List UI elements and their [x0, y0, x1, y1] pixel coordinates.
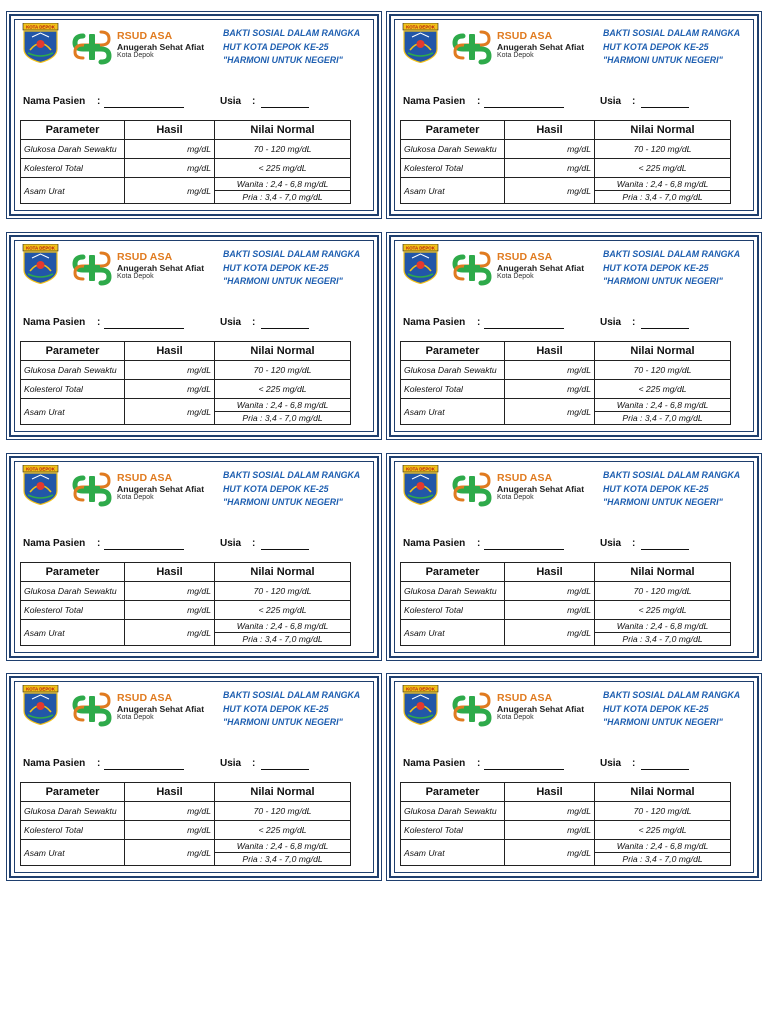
patient-name-field[interactable]	[484, 107, 564, 108]
param-asam-urat: Asam Urat	[401, 399, 505, 425]
normal-asam-urat-male: Pria : 3,4 - 7,0 mg/dL	[622, 413, 703, 423]
results-table	[400, 120, 731, 204]
brand-name: RSUD ASA	[117, 251, 173, 263]
age-field[interactable]	[641, 769, 689, 770]
depok-city-emblem-icon	[22, 244, 59, 284]
result-kolesterol[interactable]: mg/dL	[505, 380, 595, 399]
age-field[interactable]	[641, 107, 689, 108]
age-label: Usia	[220, 96, 242, 107]
header-parameter: Parameter	[21, 563, 125, 582]
table-row	[21, 620, 351, 646]
table-row	[21, 159, 351, 178]
normal-asam-urat	[215, 840, 351, 866]
table-row	[21, 802, 351, 821]
table-row	[21, 380, 351, 399]
brand-name: RSUD ASA	[497, 251, 553, 263]
normal-asam-urat	[595, 399, 731, 425]
depok-city-emblem-icon	[22, 685, 59, 725]
patient-name-field[interactable]	[104, 107, 184, 108]
event-title	[223, 469, 360, 510]
age-colon: :	[252, 96, 256, 107]
result-asam-urat[interactable]: mg/dL	[125, 840, 215, 866]
table-row	[401, 821, 731, 840]
emblem-text: KOTA DEPOK	[406, 686, 435, 692]
header-hasil: Hasil	[505, 342, 595, 361]
param-asam-urat: Asam Urat	[401, 620, 505, 646]
param-asam-urat: Asam Urat	[21, 840, 125, 866]
normal-asam-urat	[595, 620, 731, 646]
test-result-card-8	[389, 676, 759, 878]
table-header-row	[401, 342, 731, 361]
normal-asam-urat	[215, 399, 351, 425]
brand-name: RSUD ASA	[117, 472, 173, 484]
normal-glukosa: 70 - 120 mg/dL	[595, 582, 731, 601]
brand-tagline: Anugerah Sehat Afiat	[117, 484, 205, 494]
normal-asam-urat-male: Pria : 3,4 - 7,0 mg/dL	[622, 192, 703, 202]
age-colon: :	[632, 538, 636, 549]
patient-name-colon: :	[477, 538, 481, 549]
age-colon: :	[252, 758, 256, 769]
event-line-3: "HARMONI UNTUK NEGERI"	[603, 55, 723, 65]
param-glukosa: Glukosa Darah Sewaktu	[21, 361, 125, 380]
result-glukosa[interactable]: mg/dL	[125, 361, 215, 380]
normal-glukosa: 70 - 120 mg/dL	[215, 802, 351, 821]
rsud-asa-logo-icon	[71, 28, 113, 66]
event-line-1: BAKTI SOSIAL DALAM RANGKA	[603, 28, 741, 38]
patient-name-colon: :	[97, 758, 101, 769]
normal-kolesterol: < 225 mg/dL	[595, 821, 731, 840]
result-asam-urat[interactable]: mg/dL	[125, 399, 215, 425]
results-table	[20, 120, 351, 204]
emblem-text: KOTA DEPOK	[26, 24, 55, 30]
event-title	[603, 469, 740, 510]
param-glukosa: Glukosa Darah Sewaktu	[21, 140, 125, 159]
normal-glukosa: 70 - 120 mg/dL	[595, 140, 731, 159]
event-line-3: "HARMONI UNTUK NEGERI"	[603, 497, 723, 507]
header-parameter: Parameter	[401, 121, 505, 140]
event-title	[603, 27, 740, 68]
event-line-1: BAKTI SOSIAL DALAM RANGKA	[223, 28, 361, 38]
table-row	[21, 601, 351, 620]
event-line-3: "HARMONI UNTUK NEGERI"	[223, 276, 343, 286]
brand-city: Kota Depok	[497, 273, 534, 280]
patient-name-field[interactable]	[104, 769, 184, 770]
brand-name: RSUD ASA	[497, 30, 553, 42]
brand-city: Kota Depok	[497, 494, 534, 501]
param-kolesterol: Kolesterol Total	[401, 821, 505, 840]
event-line-1: BAKTI SOSIAL DALAM RANGKA	[603, 470, 741, 480]
patient-name-colon: :	[97, 317, 101, 328]
normal-asam-urat-female: Wanita : 2,4 - 6,8 mg/dL	[595, 620, 730, 633]
brand-tagline: Anugerah Sehat Afiat	[497, 484, 585, 494]
param-glukosa: Glukosa Darah Sewaktu	[401, 361, 505, 380]
event-line-2: HUT KOTA DEPOK KE-25	[223, 483, 329, 494]
test-result-card-5	[9, 456, 379, 658]
header-parameter: Parameter	[401, 783, 505, 802]
depok-city-emblem-icon	[402, 685, 439, 725]
age-colon: :	[252, 538, 256, 549]
event-line-1: BAKTI SOSIAL DALAM RANGKA	[223, 470, 361, 480]
age-field[interactable]	[261, 769, 309, 770]
normal-kolesterol: < 225 mg/dL	[215, 159, 351, 178]
result-asam-urat[interactable]: mg/dL	[505, 178, 595, 204]
table-row	[21, 140, 351, 159]
table-row	[401, 361, 731, 380]
param-glukosa: Glukosa Darah Sewaktu	[401, 140, 505, 159]
param-asam-urat: Asam Urat	[21, 399, 125, 425]
table-row	[21, 178, 351, 204]
normal-asam-urat-female: Wanita : 2,4 - 6,8 mg/dL	[595, 178, 730, 191]
header-hasil: Hasil	[125, 121, 215, 140]
age-label: Usia	[220, 758, 242, 769]
param-kolesterol: Kolesterol Total	[21, 380, 125, 399]
test-result-card-6	[389, 456, 759, 658]
patient-name-field[interactable]	[484, 769, 564, 770]
param-glukosa: Glukosa Darah Sewaktu	[21, 582, 125, 601]
table-row	[401, 399, 731, 425]
param-kolesterol: Kolesterol Total	[401, 601, 505, 620]
event-title	[603, 248, 740, 289]
table-row	[21, 821, 351, 840]
normal-asam-urat-male: Pria : 3,4 - 7,0 mg/dL	[242, 413, 323, 423]
normal-kolesterol: < 225 mg/dL	[595, 159, 731, 178]
table-row	[401, 380, 731, 399]
event-line-2: HUT KOTA DEPOK KE-25	[603, 703, 709, 714]
param-kolesterol: Kolesterol Total	[21, 821, 125, 840]
normal-glukosa: 70 - 120 mg/dL	[595, 802, 731, 821]
normal-kolesterol: < 225 mg/dL	[215, 821, 351, 840]
brand-tagline: Anugerah Sehat Afiat	[117, 704, 205, 714]
result-glukosa[interactable]: mg/dL	[505, 802, 595, 821]
normal-kolesterol: < 225 mg/dL	[215, 601, 351, 620]
normal-glukosa: 70 - 120 mg/dL	[215, 140, 351, 159]
brand-city: Kota Depok	[497, 714, 534, 721]
brand-tagline: Anugerah Sehat Afiat	[497, 42, 585, 52]
rsud-asa-logo-icon	[451, 28, 493, 66]
param-kolesterol: Kolesterol Total	[21, 159, 125, 178]
table-row	[401, 582, 731, 601]
header-hasil: Hasil	[125, 783, 215, 802]
event-line-3: "HARMONI UNTUK NEGERI"	[223, 717, 343, 727]
patient-name-colon: :	[477, 96, 481, 107]
param-glukosa: Glukosa Darah Sewaktu	[401, 802, 505, 821]
header-nilai-normal: Nilai Normal	[215, 342, 351, 361]
age-label: Usia	[600, 758, 622, 769]
header-parameter: Parameter	[21, 342, 125, 361]
table-row	[21, 361, 351, 380]
test-result-card-7	[9, 676, 379, 878]
table-row	[21, 840, 351, 866]
results-table	[400, 341, 731, 425]
age-label: Usia	[600, 317, 622, 328]
normal-kolesterol: < 225 mg/dL	[595, 601, 731, 620]
result-glukosa[interactable]: mg/dL	[505, 140, 595, 159]
param-kolesterol: Kolesterol Total	[401, 380, 505, 399]
table-row	[21, 399, 351, 425]
patient-name-label: Nama Pasien	[403, 317, 466, 328]
normal-asam-urat	[215, 620, 351, 646]
header-nilai-normal: Nilai Normal	[595, 563, 731, 582]
header-nilai-normal: Nilai Normal	[595, 121, 731, 140]
table-row	[401, 159, 731, 178]
results-table	[20, 782, 351, 866]
depok-city-emblem-icon	[402, 244, 439, 284]
emblem-text: KOTA DEPOK	[26, 466, 55, 472]
param-asam-urat: Asam Urat	[401, 178, 505, 204]
header-hasil: Hasil	[125, 342, 215, 361]
patient-name-field[interactable]	[104, 549, 184, 550]
header-parameter: Parameter	[21, 783, 125, 802]
brand-city: Kota Depok	[117, 52, 154, 59]
result-kolesterol[interactable]: mg/dL	[505, 159, 595, 178]
patient-name-field[interactable]	[484, 328, 564, 329]
table-row	[401, 840, 731, 866]
brand-tagline: Anugerah Sehat Afiat	[497, 263, 585, 273]
normal-asam-urat	[595, 178, 731, 204]
event-line-2: HUT KOTA DEPOK KE-25	[223, 41, 329, 52]
patient-name-field[interactable]	[484, 549, 564, 550]
age-field[interactable]	[641, 549, 689, 550]
result-kolesterol[interactable]: mg/dL	[125, 159, 215, 178]
age-colon: :	[252, 317, 256, 328]
event-line-1: BAKTI SOSIAL DALAM RANGKA	[223, 690, 361, 700]
header-hasil: Hasil	[125, 563, 215, 582]
normal-asam-urat-male: Pria : 3,4 - 7,0 mg/dL	[242, 634, 323, 644]
depok-city-emblem-icon	[402, 23, 439, 63]
normal-glukosa: 70 - 120 mg/dL	[215, 361, 351, 380]
patient-name-label: Nama Pasien	[403, 758, 466, 769]
normal-asam-urat-female: Wanita : 2,4 - 6,8 mg/dL	[215, 178, 350, 191]
result-asam-urat[interactable]: mg/dL	[505, 399, 595, 425]
header-parameter: Parameter	[21, 121, 125, 140]
patient-name-label: Nama Pasien	[23, 317, 86, 328]
event-line-3: "HARMONI UNTUK NEGERI"	[223, 55, 343, 65]
result-kolesterol[interactable]: mg/dL	[505, 601, 595, 620]
age-colon: :	[632, 758, 636, 769]
table-header-row	[401, 563, 731, 582]
rsud-asa-logo-icon	[451, 690, 493, 728]
normal-asam-urat-male: Pria : 3,4 - 7,0 mg/dL	[242, 192, 323, 202]
table-header-row	[21, 342, 351, 361]
test-result-card-1	[9, 14, 379, 216]
event-line-3: "HARMONI UNTUK NEGERI"	[223, 497, 343, 507]
table-row	[401, 601, 731, 620]
patient-name-colon: :	[97, 538, 101, 549]
test-result-card-3	[9, 235, 379, 437]
brand-city: Kota Depok	[117, 494, 154, 501]
table-row	[401, 140, 731, 159]
age-label: Usia	[220, 538, 242, 549]
test-result-card-2	[389, 14, 759, 216]
param-asam-urat: Asam Urat	[401, 840, 505, 866]
param-asam-urat: Asam Urat	[21, 620, 125, 646]
normal-asam-urat-female: Wanita : 2,4 - 6,8 mg/dL	[595, 399, 730, 412]
test-result-card-4	[389, 235, 759, 437]
brand-city: Kota Depok	[497, 52, 534, 59]
patient-name-label: Nama Pasien	[23, 96, 86, 107]
brand-tagline: Anugerah Sehat Afiat	[497, 704, 585, 714]
result-glukosa[interactable]: mg/dL	[125, 582, 215, 601]
header-nilai-normal: Nilai Normal	[595, 342, 731, 361]
result-kolesterol[interactable]: mg/dL	[125, 601, 215, 620]
table-header-row	[401, 783, 731, 802]
normal-kolesterol: < 225 mg/dL	[595, 380, 731, 399]
normal-kolesterol: < 225 mg/dL	[215, 380, 351, 399]
rsud-asa-logo-icon	[451, 470, 493, 508]
patient-name-label: Nama Pasien	[23, 538, 86, 549]
param-glukosa: Glukosa Darah Sewaktu	[401, 582, 505, 601]
event-line-2: HUT KOTA DEPOK KE-25	[603, 262, 709, 273]
patient-name-colon: :	[477, 317, 481, 328]
emblem-text: KOTA DEPOK	[406, 245, 435, 251]
rsud-asa-logo-icon	[71, 249, 113, 287]
event-line-1: BAKTI SOSIAL DALAM RANGKA	[603, 690, 741, 700]
brand-name: RSUD ASA	[117, 30, 173, 42]
normal-asam-urat	[595, 840, 731, 866]
results-table	[20, 341, 351, 425]
normal-asam-urat-female: Wanita : 2,4 - 6,8 mg/dL	[595, 840, 730, 853]
header-nilai-normal: Nilai Normal	[215, 563, 351, 582]
table-row	[401, 178, 731, 204]
age-field[interactable]	[261, 549, 309, 550]
event-line-3: "HARMONI UNTUK NEGERI"	[603, 276, 723, 286]
emblem-text: KOTA DEPOK	[406, 24, 435, 30]
patient-name-label: Nama Pasien	[23, 758, 86, 769]
brand-city: Kota Depok	[117, 273, 154, 280]
normal-asam-urat-male: Pria : 3,4 - 7,0 mg/dL	[622, 854, 703, 864]
table-header-row	[401, 121, 731, 140]
normal-asam-urat	[215, 178, 351, 204]
brand-tagline: Anugerah Sehat Afiat	[117, 42, 205, 52]
param-glukosa: Glukosa Darah Sewaktu	[21, 802, 125, 821]
result-asam-urat[interactable]: mg/dL	[505, 840, 595, 866]
normal-asam-urat-male: Pria : 3,4 - 7,0 mg/dL	[622, 634, 703, 644]
brand-name: RSUD ASA	[497, 692, 553, 704]
brand-city: Kota Depok	[117, 714, 154, 721]
emblem-text: KOTA DEPOK	[406, 466, 435, 472]
event-line-3: "HARMONI UNTUK NEGERI"	[603, 717, 723, 727]
age-colon: :	[632, 317, 636, 328]
normal-asam-urat-female: Wanita : 2,4 - 6,8 mg/dL	[215, 620, 350, 633]
brand-name: RSUD ASA	[497, 472, 553, 484]
event-line-2: HUT KOTA DEPOK KE-25	[603, 41, 709, 52]
age-label: Usia	[600, 96, 622, 107]
patient-name-label: Nama Pasien	[403, 96, 466, 107]
brand-tagline: Anugerah Sehat Afiat	[117, 263, 205, 273]
results-table	[400, 562, 731, 646]
patient-name-label: Nama Pasien	[403, 538, 466, 549]
result-asam-urat[interactable]: mg/dL	[125, 178, 215, 204]
result-glukosa[interactable]: mg/dL	[125, 802, 215, 821]
event-title	[603, 689, 740, 730]
brand-name: RSUD ASA	[117, 692, 173, 704]
header-hasil: Hasil	[505, 783, 595, 802]
rsud-asa-logo-icon	[71, 690, 113, 728]
rsud-asa-logo-icon	[71, 470, 113, 508]
event-title	[223, 248, 360, 289]
patient-name-colon: :	[97, 96, 101, 107]
header-parameter: Parameter	[401, 563, 505, 582]
age-colon: :	[632, 96, 636, 107]
normal-glukosa: 70 - 120 mg/dL	[215, 582, 351, 601]
emblem-text: KOTA DEPOK	[26, 686, 55, 692]
event-line-1: BAKTI SOSIAL DALAM RANGKA	[603, 249, 741, 259]
normal-glukosa: 70 - 120 mg/dL	[595, 361, 731, 380]
header-nilai-normal: Nilai Normal	[215, 783, 351, 802]
param-kolesterol: Kolesterol Total	[21, 601, 125, 620]
event-line-2: HUT KOTA DEPOK KE-25	[603, 483, 709, 494]
result-glukosa[interactable]: mg/dL	[505, 361, 595, 380]
table-header-row	[21, 563, 351, 582]
event-title	[223, 27, 360, 68]
event-line-2: HUT KOTA DEPOK KE-25	[223, 703, 329, 714]
table-row	[401, 620, 731, 646]
header-hasil: Hasil	[505, 563, 595, 582]
results-table	[20, 562, 351, 646]
depok-city-emblem-icon	[22, 23, 59, 63]
age-label: Usia	[600, 538, 622, 549]
emblem-text: KOTA DEPOK	[26, 245, 55, 251]
patient-name-colon: :	[477, 758, 481, 769]
table-row	[21, 582, 351, 601]
result-kolesterol[interactable]: mg/dL	[125, 380, 215, 399]
result-kolesterol[interactable]: mg/dL	[505, 821, 595, 840]
patient-name-field[interactable]	[104, 328, 184, 329]
event-line-2: HUT KOTA DEPOK KE-25	[223, 262, 329, 273]
depok-city-emblem-icon	[22, 465, 59, 505]
result-glukosa[interactable]: mg/dL	[125, 140, 215, 159]
header-parameter: Parameter	[401, 342, 505, 361]
age-field[interactable]	[641, 328, 689, 329]
table-header-row	[21, 783, 351, 802]
header-nilai-normal: Nilai Normal	[595, 783, 731, 802]
rsud-asa-logo-icon	[451, 249, 493, 287]
param-asam-urat: Asam Urat	[21, 178, 125, 204]
table-row	[401, 802, 731, 821]
age-label: Usia	[220, 317, 242, 328]
header-nilai-normal: Nilai Normal	[215, 121, 351, 140]
table-header-row	[21, 121, 351, 140]
normal-asam-urat-female: Wanita : 2,4 - 6,8 mg/dL	[215, 840, 350, 853]
event-line-1: BAKTI SOSIAL DALAM RANGKA	[223, 249, 361, 259]
param-kolesterol: Kolesterol Total	[401, 159, 505, 178]
age-field[interactable]	[261, 328, 309, 329]
result-glukosa[interactable]: mg/dL	[505, 582, 595, 601]
results-table	[400, 782, 731, 866]
event-title	[223, 689, 360, 730]
depok-city-emblem-icon	[402, 465, 439, 505]
age-field[interactable]	[261, 107, 309, 108]
result-asam-urat[interactable]: mg/dL	[505, 620, 595, 646]
normal-asam-urat-female: Wanita : 2,4 - 6,8 mg/dL	[215, 399, 350, 412]
normal-asam-urat-male: Pria : 3,4 - 7,0 mg/dL	[242, 854, 323, 864]
header-hasil: Hasil	[505, 121, 595, 140]
result-asam-urat[interactable]: mg/dL	[125, 620, 215, 646]
result-kolesterol[interactable]: mg/dL	[125, 821, 215, 840]
